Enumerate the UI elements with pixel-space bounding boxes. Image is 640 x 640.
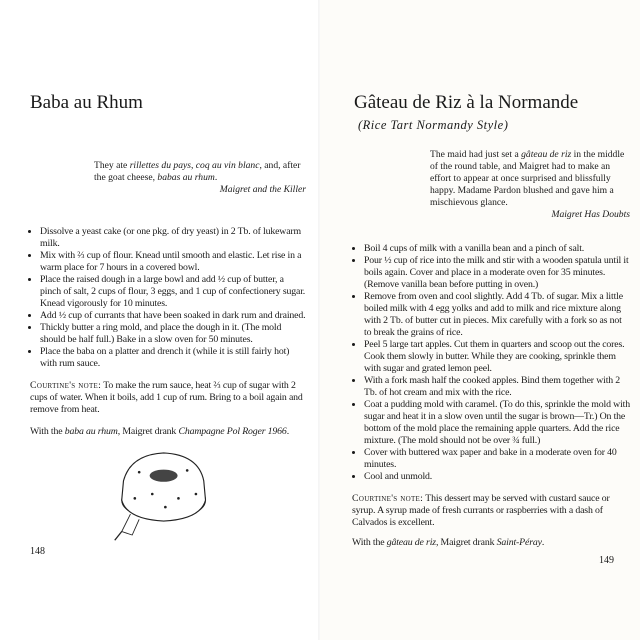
drink-text: , Maigret drank — [435, 537, 497, 548]
drink-text: With the — [352, 537, 387, 548]
quote-text: , — [191, 160, 196, 171]
drink-text: With the — [30, 426, 65, 437]
step: • Peel 5 large tart apples. Cut them in quarters and scoop out the cores. Cook them slowly in butter. While they are cooking, sprinkle them with sugar and grated lemon peel. — [364, 339, 630, 375]
quote-text: , and, after the goat cheese, — [94, 160, 301, 183]
note-text: To make the rum sauce, heat ⅔ cup of sugar with 2 cups of water. When it boils, add 1 cup of rum. Bring to a boil again and remove from heat. — [30, 380, 303, 415]
quote-source: Maigret and the Killer — [219, 184, 306, 195]
note-label: Courtine's note: — [30, 380, 102, 391]
step: • Pour ½ cup of rice into the milk and stir with a wooden spatula until it boils again. Cover and place in a moderate oven for 35 minutes. (Remove vanilla bean before putting in oven.) — [364, 255, 630, 291]
right-page — [320, 0, 640, 640]
quote-text: . — [214, 172, 218, 183]
dish-name: gâteau de riz — [386, 537, 436, 548]
page-number: 148 — [30, 546, 45, 557]
note-label: Courtine's note: — [352, 493, 424, 504]
step: • Dissolve a yeast cake (or one pkg. of dry yeast) in 2 Tb. of lukewarm milk. — [40, 226, 306, 250]
quote-text: The maid had just set a — [430, 149, 522, 160]
drink-line — [352, 537, 630, 549]
quote-italic: rillettes du pays — [129, 160, 191, 171]
drink-text: . — [286, 426, 289, 437]
step: • Boil 4 cups of milk with a vanilla bean and a pinch of salt. — [364, 243, 630, 255]
recipe-title: Gâteau de Riz à la Normande — [354, 92, 579, 113]
courtine-note — [30, 380, 306, 416]
note-text: This dessert may be served with custard sauce or syrup. A syrup made of fresh currants or raspberries with a dash of Calvados is excellent. — [352, 493, 610, 528]
wine-name: Champagne Pol Roger 1966 — [178, 426, 287, 437]
dish-name: baba au rhum — [64, 426, 118, 437]
step: • Cool and unmold. — [364, 471, 630, 483]
step: • Remove from oven and cool slightly. Add 4 Tb. of sugar. Mix a little boiled milk with 4 egg yolks and add to milk and rice mixture along with 2 Tb. of butter cut in pieces. Mix carefully with a fork so as not to break the grains of rice. — [364, 291, 630, 339]
step: • Cover with buttered wax paper and bake in a moderate oven for 40 minutes. — [364, 447, 630, 471]
step: • Add ½ cup of currants that have been soaked in dark rum and drained. — [40, 310, 306, 322]
epigraph — [94, 160, 306, 196]
drink-text: . — [541, 537, 545, 548]
quote-italic: coq au vin blanc — [195, 160, 260, 171]
drink-text: , Maigret drank — [117, 426, 179, 437]
quote-italic: gâteau de riz — [521, 149, 572, 160]
step: • With a fork mash half the cooked apples. Bind them together with 2 Tb. of hot cream and mix with the rice. — [364, 375, 630, 399]
baba-illustration — [106, 446, 216, 542]
wine-name: Saint-Péray — [496, 537, 542, 548]
step: • Thickly butter a ring mold, and place the dough in it. (The mold should be half full.) Bake in a slow oven for 50 minutes. — [40, 322, 306, 346]
step: • Coat a pudding mold with caramel. (To do this, sprinkle the mold with sugar and heat it in a slow oven until the sugar is brown—Tr.) On the bottom of the mold place the remaining apple quarters. Add the rice mixture. (The mold should not be over ¾ full.) — [364, 399, 630, 447]
epigraph — [430, 149, 630, 221]
steps-list — [24, 226, 306, 370]
recipe-title: Baba au Rhum — [30, 92, 143, 113]
step: • Place the raised dough in a large bowl and add ½ cup of butter, a pinch of salt, 2 cups of flour, 3 eggs, and 1 cup of confectionery sugar. Knead vigorously for 10 minutes. — [40, 274, 306, 310]
quote-text: in the middle of the round table, and Maigret had to make an effort to appear at once surprised and blissfully happy. Madame Pardon blushed and gave him a mischievous glance. — [430, 149, 625, 208]
quote-italic: babas au rhum — [157, 172, 215, 183]
recipe-subtitle: (Rice Tart Normandy Style) — [358, 118, 509, 132]
step: • Place the baba on a platter and drench it (while it is still fairly hot) with rum sauce. — [40, 346, 306, 370]
page-number: 149 — [599, 555, 614, 566]
drink-line — [30, 426, 306, 438]
courtine-note — [352, 493, 630, 529]
steps-list — [348, 243, 630, 483]
quote-source: Maigret Has Doubts — [551, 209, 630, 220]
quote-text: They ate — [94, 160, 130, 171]
step: • Mix with ⅔ cup of flour. Knead until smooth and elastic. Let rise in a warm place for 7 hours in a covered bowl. — [40, 250, 306, 274]
